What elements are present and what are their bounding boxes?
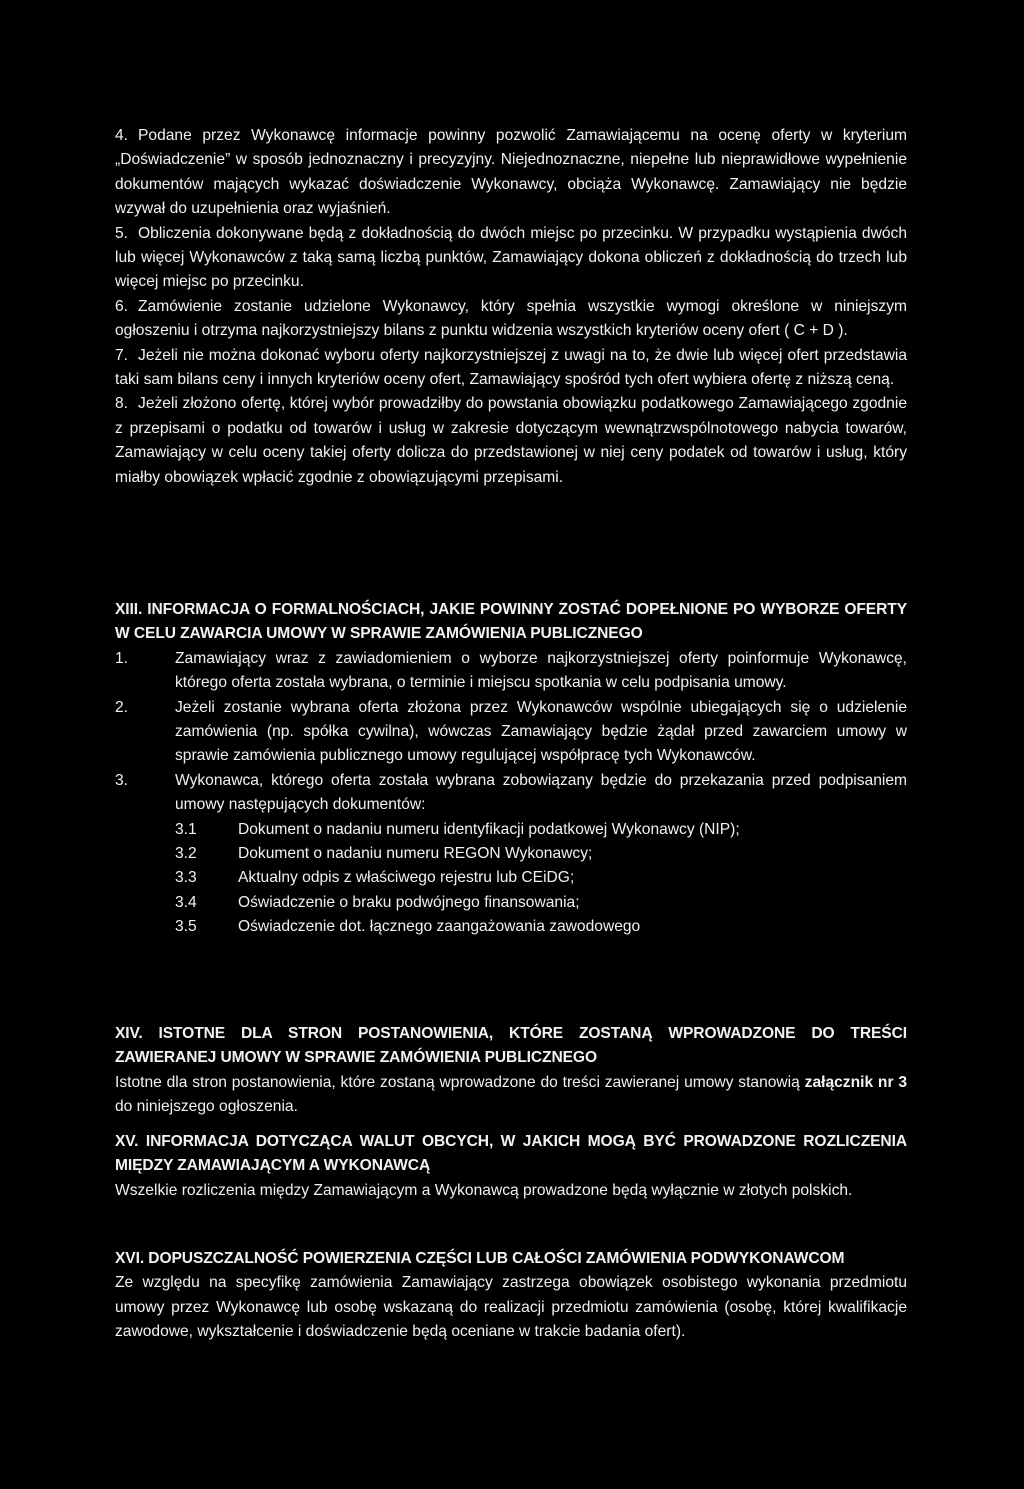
item-number: 8. — [115, 395, 129, 413]
body-text-start: Istotne dla stron postanowienia, które zostaną wprowadzone do treści zawieranej umowy stanowią — [115, 1073, 805, 1091]
paragraph-item-4 — [115, 124, 907, 222]
section-heading: XVI. DOPUSZCZALNOŚĆ POWIERZENIA CZĘŚCI LUB CAŁOŚCI ZAMÓWIENIA PODWYKONAWCOM — [115, 1250, 845, 1267]
sub-item-number: 3.5 — [175, 918, 197, 936]
item-number: 5. — [115, 224, 129, 242]
sub-item-3-1 — [115, 818, 907, 842]
sub-item-number: 3.1 — [175, 820, 197, 838]
list-item-1 — [115, 647, 907, 696]
item-text: Zamówienie zostanie udzielone Wykonawcy, który spełnia wszystkie wymogi określone w niniejszym ogłoszeniu i otrzyma najkorzystniejszy bilans z punktu widzenia wszystkich kryteriów oceny ofert ( C + D ). — [115, 297, 907, 340]
item-number: 6. — [115, 297, 129, 315]
item-number: 4. — [115, 127, 129, 144]
item-number: 3. — [115, 771, 129, 789]
sub-item-number: 3.2 — [175, 845, 197, 863]
list-item-3 — [115, 769, 907, 818]
sub-item-text: Dokument o nadaniu numeru identyfikacji podatkowej Wykonawcy (NIP); — [238, 820, 740, 838]
item-text: Jeżeli nie można dokonać wyboru oferty najkorzystniejszej z uwagi na to, że dwie lub więcej ofert przedstawia taki sam bilans ceny i innych kryteriów oceny ofert, Zamawiający spośród tych ofert wybiera ofertę z niższą ceną. — [115, 346, 907, 389]
section-heading: XIV. ISTOTNE DLA STRON POSTANOWIENIA, KTÓRE ZOSTANĄ WPROWADZONE DO TREŚCI ZAWIERANEJ UMOWY W SPRAWIE ZAMÓWIENIA PUBLICZNEGO — [115, 1025, 907, 1067]
section-heading: XIII. INFORMACJA O FORMALNOŚCIACH, JAKIE POWINNY ZOSTAĆ DOPEŁNIONE PO WYBORZE OFERTY W CELU ZAWARCIA UMOWY W SPRAWIE ZAMÓWIENIA PUBLICZNEGO — [115, 601, 907, 643]
paragraph-item-6 — [115, 295, 907, 344]
item-text: Podane przez Wykonawcę informacje powinny pozwolić Zamawiającemu na ocenę oferty w kryterium „Doświadczenie” w sposób jednoznaczny i precyzyjny. Niejednoznaczne, niepełne lub nieprawidłowe wypełnienie dokumentów mających wykazać doświadczenie Wykonawcy, obciąża Wykonawcę. Zamawiający nie będzie wzywał do uzupełnienia oraz wyjaśnień. — [115, 127, 907, 218]
item-text: Jeżeli złożono ofertę, której wybór prowadziłby do powstania obowiązku podatkowego Zamawiającego zgodnie z przepisami o podatku od towarów i usług w zakresie dotyczącym wewnątrzwspólnotowego nabycia towarów, Zamawiający w celu oceny takiej oferty dolicza do przedstawionej w niej ceny podatek od towarów i usług, który miałby obowiązek wpłacić zgodnie z obowiązującymi przepisami. — [115, 395, 907, 486]
criteria-notes-section — [115, 124, 907, 490]
sub-item-number: 3.3 — [175, 869, 197, 887]
sub-item-text: Dokument o nadaniu numeru REGON Wykonawcy; — [238, 845, 593, 863]
sub-item-text: Oświadczenie dot. łącznego zaangażowania zawodowego — [238, 918, 641, 936]
sub-item-number: 3.4 — [175, 893, 197, 911]
item-number: 2. — [115, 698, 129, 716]
section-xiv — [115, 1022, 907, 1120]
paragraph-item-7 — [115, 344, 907, 393]
section-xiii — [115, 598, 907, 940]
section-body: Ze względu na specyfikę zamówienia Zamawiający zastrzega obowiązek osobistego wykonania przedmiotu umowy przez Wykonawcę lub osobę wskazaną do realizacji przedmiotu zamówienia (osobę, której kwalifikacje zawodowe, wykształcenie i doświadczenie będą oceniane w trakcie badania ofert). — [115, 1274, 907, 1341]
list-item-2 — [115, 696, 907, 769]
sub-item-text: Aktualny odpis z właściwego rejestru lub CEiDG; — [238, 869, 575, 887]
item-text: Wykonawca, którego oferta została wybrana zobowiązany będzie do przekazania przed podpisaniem umowy następujących dokumentów: — [175, 771, 907, 814]
item-text: Zamawiający wraz z zawiadomieniem o wyborze najkorzystniejszej oferty poinformuje Wykonawcę, którego oferta została wybrana, o terminie i miejscu spotkania w celu podpisania umowy. — [175, 649, 907, 692]
item-number: 7. — [115, 346, 129, 364]
sub-item-3-5 — [115, 915, 907, 939]
sub-item-text: Oświadczenie o braku podwójnego finansowania; — [238, 893, 580, 911]
attachment-reference: załącznik nr 3 — [804, 1073, 908, 1091]
item-text: Jeżeli zostanie wybrana oferta złożona przez Wykonawców wspólnie ubiegających się o udzielenie zamówienia (np. spółka cywilna), wówczas Zamawiający będzie żądał przed zawarciem umowy w sprawie zamówienia publicznego umowy regulującej współpracę tych Wykonawców. — [175, 698, 907, 765]
section-body: Wszelkie rozliczenia między Zamawiającym a Wykonawcą prowadzone będą wyłącznie w złotych polskich. — [115, 1181, 853, 1199]
body-text-end: do niniejszego ogłoszenia. — [115, 1098, 298, 1116]
section-heading: XV. INFORMACJA DOTYCZĄCA WALUT OBCYCH, W JAKICH MOGĄ BYĆ PROWADZONE ROZLICZENIA MIĘDZY ZAMAWIAJĄCYM A WYKONAWCĄ — [115, 1133, 907, 1175]
item-number: 1. — [115, 649, 129, 667]
section-xvi — [115, 1247, 907, 1345]
sub-item-3-3 — [115, 866, 907, 890]
paragraph-item-8 — [115, 392, 907, 490]
section-xv — [115, 1130, 907, 1203]
paragraph-item-5 — [115, 222, 907, 295]
section-body — [115, 1071, 907, 1120]
sub-item-3-2 — [115, 842, 907, 866]
sub-item-3-4 — [115, 891, 907, 915]
item-text: Obliczenia dokonywane będą z dokładnością do dwóch miejsc po przecinku. W przypadku wystąpienia dwóch lub więcej Wykonawców z taką samą liczbą punktów, Zamawiający dokona obliczeń z dokładnością do trzech lub więcej miejsc po przecinku. — [115, 224, 907, 291]
